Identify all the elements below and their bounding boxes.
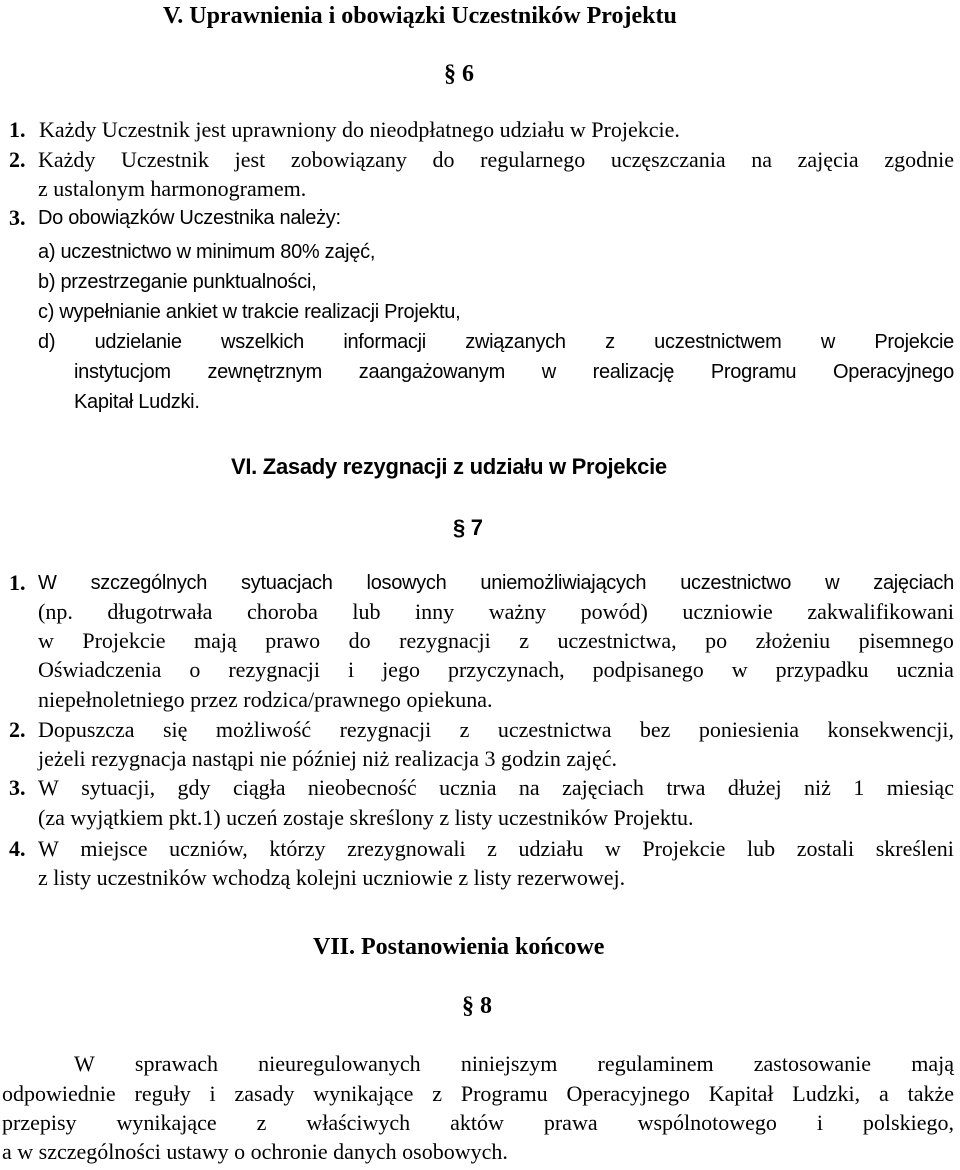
word: uczestnictwa: [497, 717, 612, 742]
word: zaangażowanym: [358, 361, 505, 383]
s5-subitem-d-line-1: [38, 328, 954, 356]
word: losowych: [366, 572, 447, 594]
word: i: [209, 1081, 216, 1106]
word: w: [731, 657, 748, 682]
section-5-title: V. Uprawnienia i obowiązki Uczestników Projektu: [163, 3, 677, 29]
word: udzielanie: [94, 331, 182, 353]
s5-item-1-text: Każdy Uczestnik jest uprawniony do nieodpłatnego udziału w Projekcie.: [39, 117, 680, 142]
s5-subitem-d-line-2: [74, 358, 954, 386]
s5-item-1: [9, 116, 680, 144]
word: przypadku: [775, 657, 869, 682]
word: uniemożliwiających: [480, 572, 647, 594]
word: o: [189, 657, 201, 682]
word: zobowiązany: [290, 147, 407, 172]
word: trwa: [666, 775, 706, 800]
word: zewnętrznym: [207, 361, 322, 383]
word: regulaminem: [597, 1051, 714, 1076]
word: choroba: [246, 599, 318, 624]
word: sytuacjach: [241, 572, 333, 594]
word: niż: [804, 775, 831, 800]
word: realizację: [592, 361, 675, 383]
s6-item-1-line-5: niepełnoletniego przez rodzica/prawnego opiekuna.: [38, 687, 493, 712]
word: polskiego,: [862, 1110, 954, 1135]
word: instytucjom: [74, 361, 171, 383]
s6-item-1-line-4: [38, 656, 954, 684]
s5-item-3-number: 3.: [9, 205, 26, 230]
s5-item-2-number: 2.: [9, 147, 26, 172]
paragraph-6-mark: § 6: [444, 61, 474, 87]
word: szczególnych: [90, 572, 208, 594]
word: Projekcie: [874, 331, 954, 353]
s6-item-1-line-2: [38, 598, 954, 626]
word: w: [825, 572, 840, 594]
paragraph-8-mark: § 8: [462, 993, 492, 1019]
s6-item-4-line-2: z listy uczestników wchodzą kolejni uczniowie z listy rezerwowej.: [38, 865, 626, 890]
word: (np.: [38, 599, 73, 624]
word: W: [38, 775, 59, 800]
word: w: [541, 361, 556, 383]
word: przepisy: [2, 1110, 77, 1135]
word: uczestnictwa,: [557, 628, 677, 653]
word: wynikające: [313, 1081, 414, 1106]
word: skreśleni: [875, 836, 954, 861]
s6-item-2-line-2: jeżeli rezygnacja nastąpi nie później niż realizacja 3 godzin zajęć.: [38, 746, 618, 771]
s5-item-3-text: Do obowiązków Uczestnika należy:: [38, 207, 341, 229]
word: i: [347, 657, 355, 682]
word: ważny: [488, 599, 547, 624]
word: zrezygnowali: [347, 836, 466, 861]
word: z: [459, 717, 470, 742]
word: jest: [234, 147, 266, 172]
s7-line-3: [2, 1109, 954, 1137]
word: Oświadczenia: [38, 657, 162, 682]
word: w: [820, 331, 835, 353]
word: mają: [911, 1051, 954, 1076]
s6-item-2-number: 2.: [9, 717, 26, 742]
paragraph-7-mark: § 7: [453, 515, 483, 540]
word: Projekcie: [82, 628, 166, 653]
word: odpowiednie: [2, 1081, 116, 1106]
word: informacji: [343, 331, 426, 353]
word: z: [605, 331, 615, 353]
word: ucznia: [439, 775, 497, 800]
s5-item-2-line-1: [38, 146, 954, 174]
word: do: [432, 147, 455, 172]
word: udziału: [518, 836, 584, 861]
word: 1: [853, 775, 865, 800]
s5-subitem-c: c) wypełnianie ankiet w trakcie realizacji Projektu,: [38, 301, 461, 323]
word: długotrwała: [107, 599, 213, 624]
word: zakwalifikowani: [807, 599, 954, 624]
word: a: [878, 1081, 889, 1106]
word: regularnego: [480, 147, 586, 172]
word: uczniów,: [169, 836, 248, 861]
word: Projekcie: [642, 836, 726, 861]
section-7-title: VII. Postanowienia końcowe: [313, 934, 605, 960]
word: Programu: [460, 1081, 548, 1106]
word: lub: [747, 836, 776, 861]
word: Uczestnik: [121, 147, 210, 172]
word: Dopuszcza: [38, 717, 135, 742]
word: dłużej: [727, 775, 782, 800]
word: zajęcia: [797, 147, 859, 172]
word: się: [162, 717, 188, 742]
s5-subitem-b: b) przestrzeganie punktualności,: [38, 271, 317, 293]
word: Kapitał: [708, 1081, 774, 1106]
word: bez: [639, 717, 671, 742]
word: miejsce: [80, 836, 148, 861]
word: z: [432, 1081, 442, 1106]
word: Operacyjnego: [833, 361, 954, 383]
word: rezygnacji: [399, 628, 491, 653]
word: Programu: [710, 361, 797, 383]
s6-item-1-line-3: [38, 627, 954, 655]
word: możliwość: [215, 717, 312, 742]
word: uczestnictwem: [654, 331, 782, 353]
word: także: [907, 1081, 954, 1106]
word: wspólnotowego: [637, 1110, 777, 1135]
word: gdy: [177, 775, 211, 800]
s6-item-3-line-2: (za wyjątkiem pkt.1) uczeń zostaje skreślony z listy uczestników Projektu.: [38, 805, 694, 830]
word: d): [38, 331, 56, 353]
word: przyczynach,: [447, 657, 565, 682]
word: na: [751, 147, 773, 172]
word: związanych: [465, 331, 566, 353]
s7-line-1: [74, 1050, 954, 1078]
s6-item-4-line-1: [38, 835, 954, 863]
word: lub: [352, 599, 381, 624]
s6-item-3-number: 3.: [9, 775, 26, 800]
word: Każdy: [38, 147, 96, 172]
word: sprawach: [134, 1051, 218, 1076]
word: z: [487, 836, 497, 861]
s6-item-1-line-1: [38, 569, 954, 597]
word: Operacyjnego: [566, 1081, 690, 1106]
word: do: [348, 628, 371, 653]
word: pisemnego: [858, 628, 954, 653]
word: powód): [580, 599, 648, 624]
word: zajęciach: [873, 572, 954, 594]
word: wszelkich: [221, 331, 304, 353]
s6-item-4-number: 4.: [9, 836, 26, 861]
word: Ludzki,: [792, 1081, 861, 1106]
s6-item-1-number: 1.: [9, 570, 26, 595]
word: i: [816, 1110, 823, 1135]
word: zostali: [796, 836, 855, 861]
word: mają: [193, 628, 237, 653]
word: W: [38, 572, 57, 594]
s5-item-2-line-2: z ustalonym harmonogramem.: [38, 176, 307, 201]
word: którzy: [269, 836, 326, 861]
s5-subitem-d-line-3: Kapitał Ludzki.: [74, 391, 200, 413]
word: prawa: [543, 1110, 598, 1135]
word: nieuregulowanych: [258, 1051, 421, 1076]
word: niniejszym: [460, 1051, 558, 1076]
word: podpisanego: [592, 657, 704, 682]
s5-subitem-a: a) uczestnictwo w minimum 80% zajęć,: [38, 241, 376, 263]
s7-line-4: a w szczególności ustawy o ochronie danych osobowych.: [2, 1139, 508, 1164]
word: na: [518, 775, 540, 800]
word: po: [705, 628, 728, 653]
word: konsekwencji,: [827, 717, 954, 742]
word: zasady: [234, 1081, 295, 1106]
word: sytuacji,: [81, 775, 156, 800]
word: zastosowanie: [753, 1051, 872, 1076]
word: jego: [382, 657, 420, 682]
word: zgodnie: [884, 147, 954, 172]
word: uczęszczania: [610, 147, 726, 172]
word: zajęciach: [562, 775, 644, 800]
word: w: [604, 836, 621, 861]
word: reguły: [134, 1081, 191, 1106]
word: wynikające: [116, 1110, 217, 1135]
s6-item-2-line-1: [38, 716, 954, 744]
s7-line-2: [2, 1080, 954, 1108]
word: ciągła: [232, 775, 286, 800]
word: aktów: [450, 1110, 504, 1135]
s5-item-1-number: 1.: [9, 117, 26, 142]
word: miesiąc: [886, 775, 954, 800]
word: uczniowie: [682, 599, 773, 624]
s6-item-3-line-1: [38, 774, 954, 802]
word: prawo: [265, 628, 321, 653]
word: złożeniu: [755, 628, 831, 653]
word: poniesienia: [698, 717, 800, 742]
word: w: [38, 628, 54, 653]
section-6-title: VI. Zasady rezygnacji z udziału w Projekcie: [231, 454, 667, 479]
word: uczestnictwo: [680, 572, 792, 594]
word: rezygnacji: [228, 657, 320, 682]
word: ucznia: [896, 657, 954, 682]
word: nieobecność: [307, 775, 417, 800]
word: inny: [415, 599, 455, 624]
word: W: [38, 836, 59, 861]
word: z: [519, 628, 530, 653]
word: W: [74, 1051, 95, 1076]
word: z: [256, 1110, 267, 1135]
word: właściwych: [306, 1110, 411, 1135]
word: rezygnacji: [339, 717, 432, 742]
